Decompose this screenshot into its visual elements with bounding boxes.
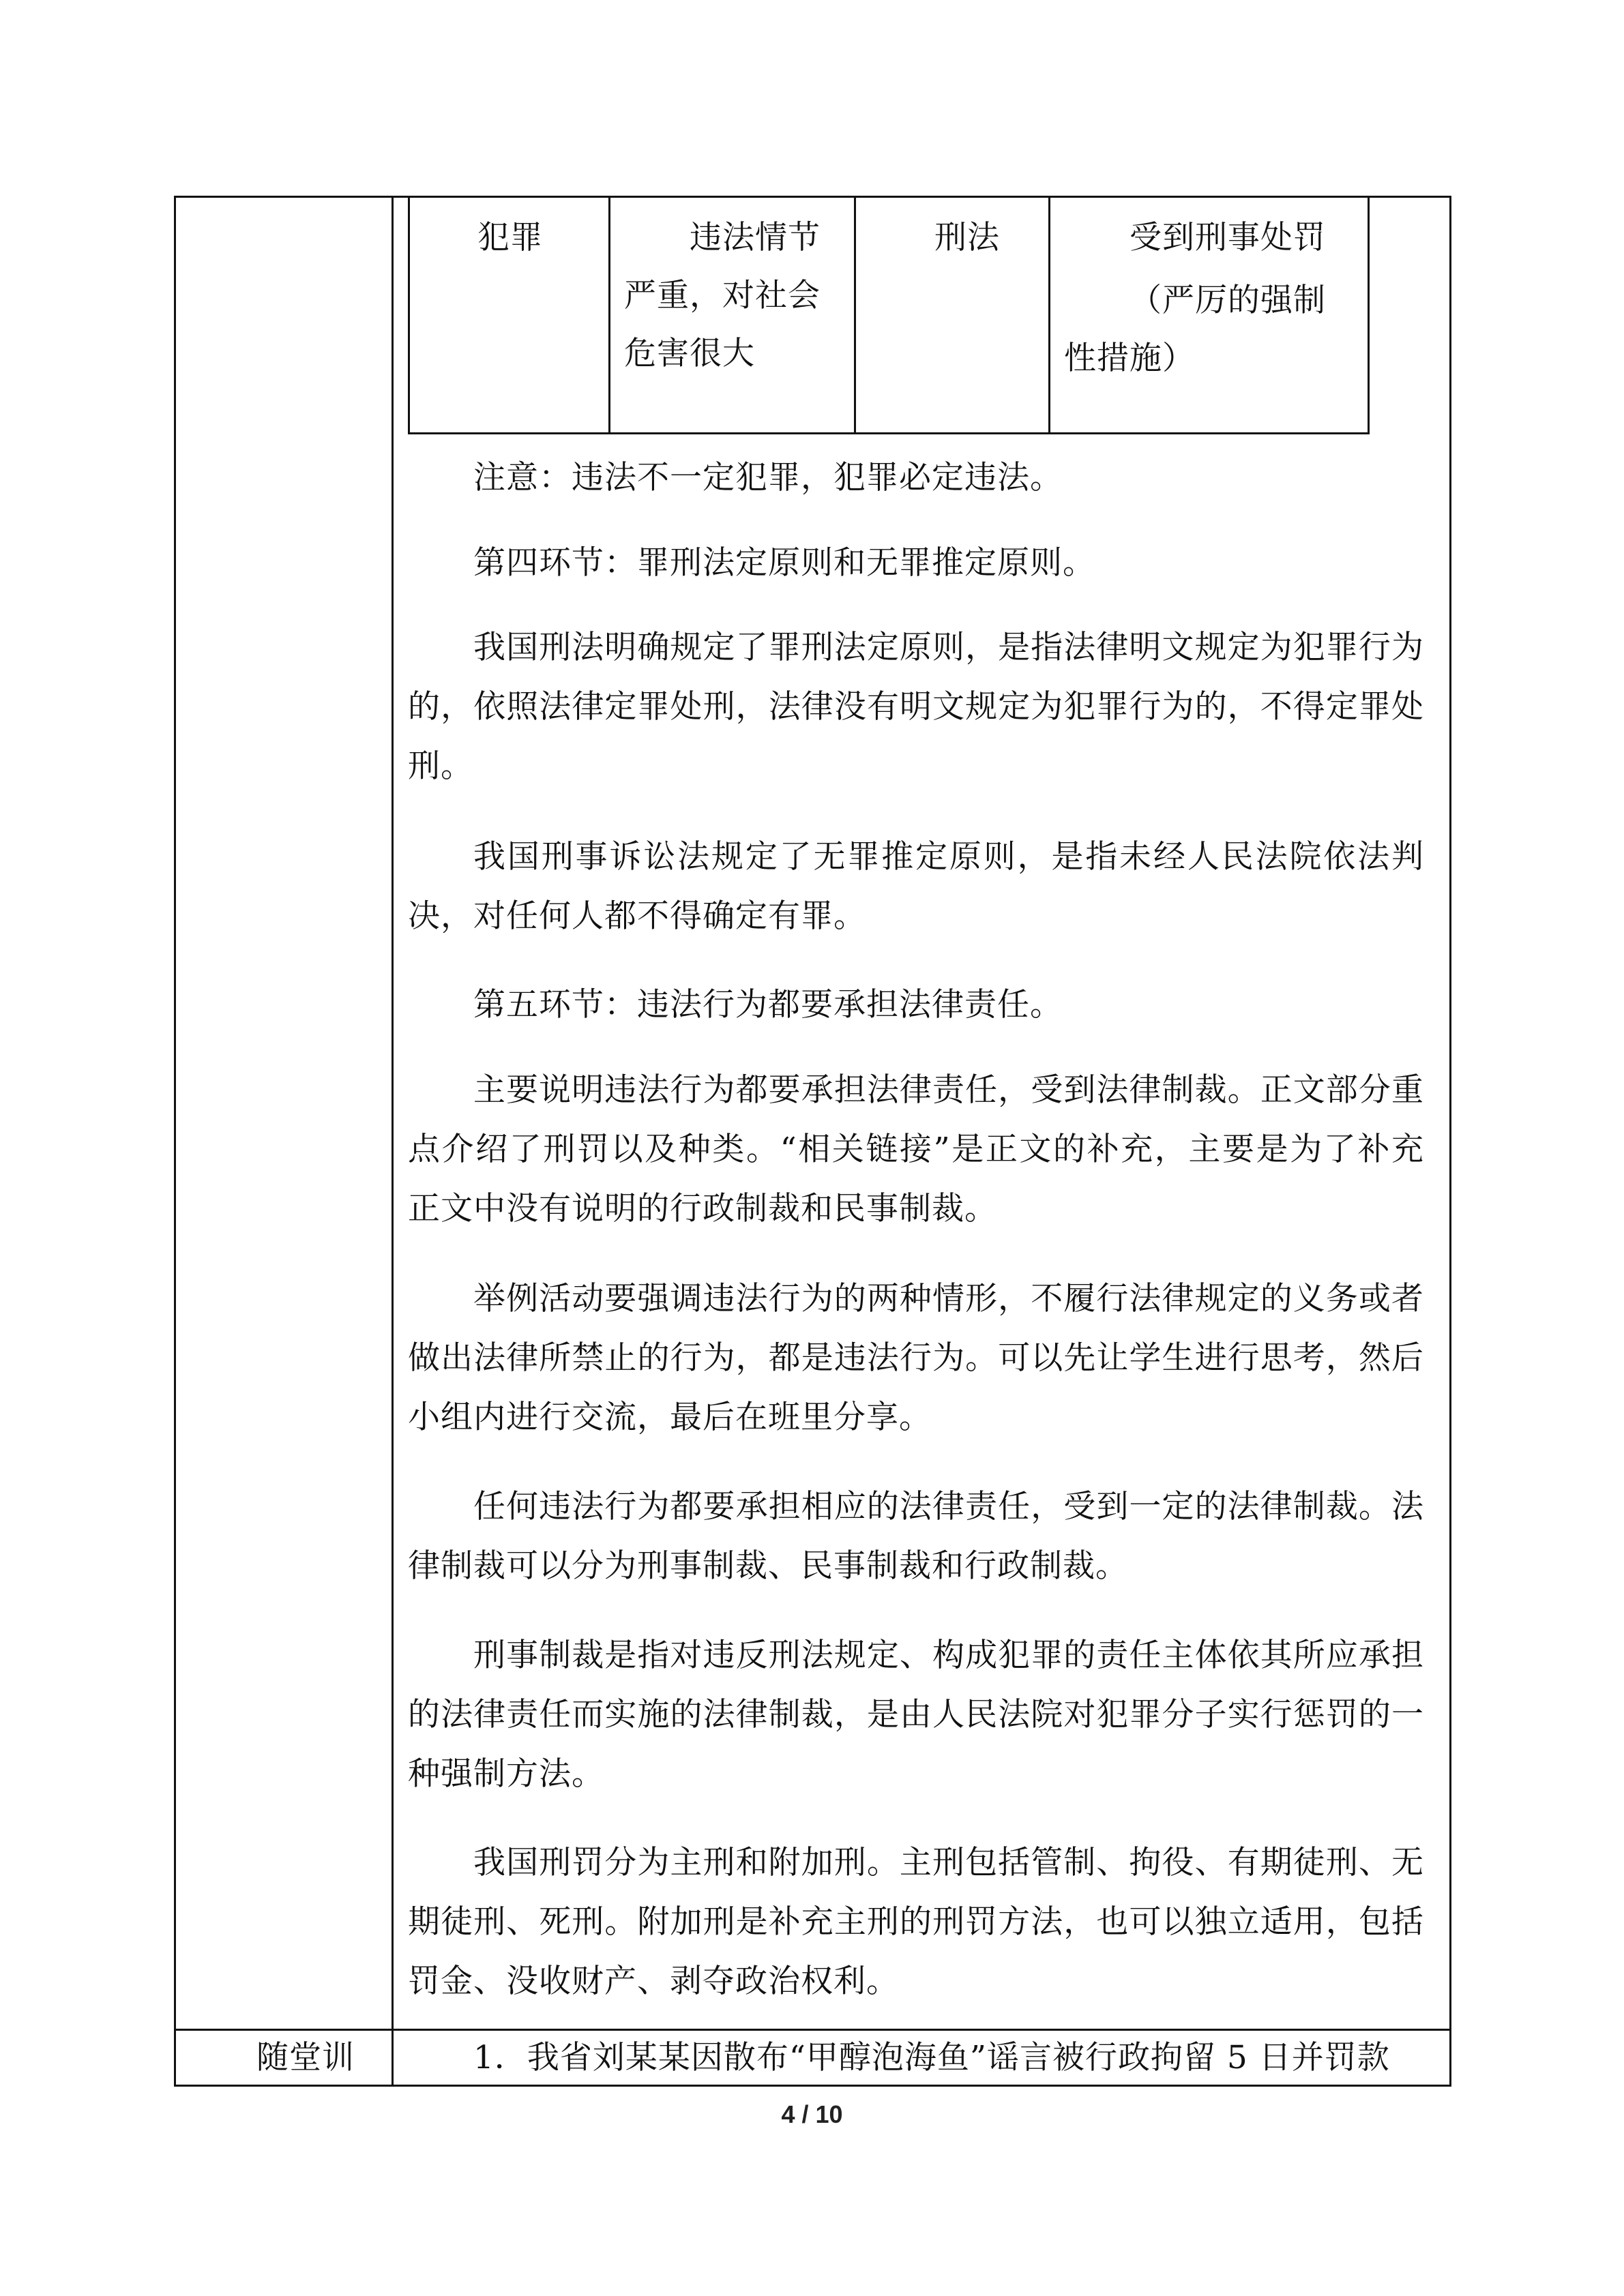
inner-table-left-border: [408, 198, 410, 434]
inner-table-divider-3: [1048, 198, 1050, 434]
paragraph-criminal-sanction: 刑事制裁是指对违反刑法规定、构成犯罪的责任主体依其所应承担的法律责任而实施的法律制裁，是由人民法院对犯罪分子实行惩罚的一种强制方法。: [408, 1637, 1424, 1793]
inner-cell-line: （严厉的强制: [1130, 282, 1326, 319]
inner-table-right-border: [1368, 198, 1370, 434]
inner-cell-line: 性措施）: [1064, 340, 1195, 377]
inner-cell-criminal-law: [934, 208, 1000, 267]
outer-table-left-border: [174, 196, 176, 2087]
inner-cell-line: 违法情节: [690, 219, 821, 256]
outer-table-right-border: [1449, 196, 1451, 2087]
outer-table-column-divider: [392, 196, 394, 2087]
inner-table-divider-1: [608, 198, 610, 434]
paragraph-example-activity: 举例活动要强调违法行为的两种情形，不履行法律规定的义务或者做出法律所禁止的行为，都是违法行为。可以先让学生进行思考，然后小组内进行交流，最后在班里分享。: [408, 1280, 1424, 1436]
page-number: 4 / 10: [781, 2100, 843, 2128]
paragraph-stage-five-heading: 第五环节：违法行为都要承担法律责任。: [473, 986, 1063, 1024]
bottom-row-label: 随堂训: [256, 2039, 355, 2076]
inner-cell-line: 受到刑事处罚: [1130, 219, 1326, 256]
paragraph-legal-responsibility: 主要说明违法行为都要承担法律责任，受到法律制裁。正文部分重点介绍了刑罚以及种类。“相关链接”是正文的补充，主要是为了补充正文中没有说明的行政制裁和民事制裁。: [408, 1071, 1424, 1227]
paragraph-legality-principle: 我国刑法明确规定了罪刑法定原则，是指法律明文规定为犯罪行为的，依照法律定罪处刑，法律没有明文规定为犯罪行为的，不得定罪处刑。: [408, 629, 1424, 785]
paragraph-stage-four-heading: 第四环节：罪刑法定原则和无罪推定原则。: [473, 544, 1095, 582]
inner-cell-crime: [477, 208, 543, 267]
bottom-row-exercise: 1．我省刘某某因散布“甲醇泡海鱼”谣言被行政拘留 5 日并罚款: [473, 2039, 1390, 2076]
outer-table-top-border: [174, 196, 1451, 198]
paragraph-penalty-types: 我国刑罚分为主刑和附加刑。主刑包括管制、拘役、有期徒刑、无期徒刑、死刑。附加刑是补充主刑的刑罚方法，也可以独立适用，包括罚金、没收财产、剥夺政治权利。: [408, 1844, 1424, 2000]
inner-table-bottom-border: [408, 432, 1370, 434]
inner-cell-line: 犯罪: [477, 219, 543, 256]
inner-cell-line: 刑法: [934, 219, 1000, 256]
inner-cell-punishment: [1064, 208, 1357, 388]
inner-cell-circumstance: [624, 208, 842, 383]
paragraph-sanction-types: 任何违法行为都要承担相应的法律责任，受到一定的法律制裁。法律制裁可以分为刑事制裁、民事制裁和行政制裁。: [408, 1488, 1424, 1585]
paragraph-presumption-innocence: 我国刑事诉讼法规定了无罪推定原则，是指未经人民法院依法判决，对任何人都不得确定有罪。: [408, 838, 1424, 935]
inner-table-divider-2: [854, 198, 856, 434]
paragraph-note: 注意：违法不一定犯罪，犯罪必定违法。: [473, 459, 1063, 496]
inner-cell-line: 危害很大: [624, 335, 755, 372]
inner-cell-line: 严重，对社会: [624, 277, 821, 314]
